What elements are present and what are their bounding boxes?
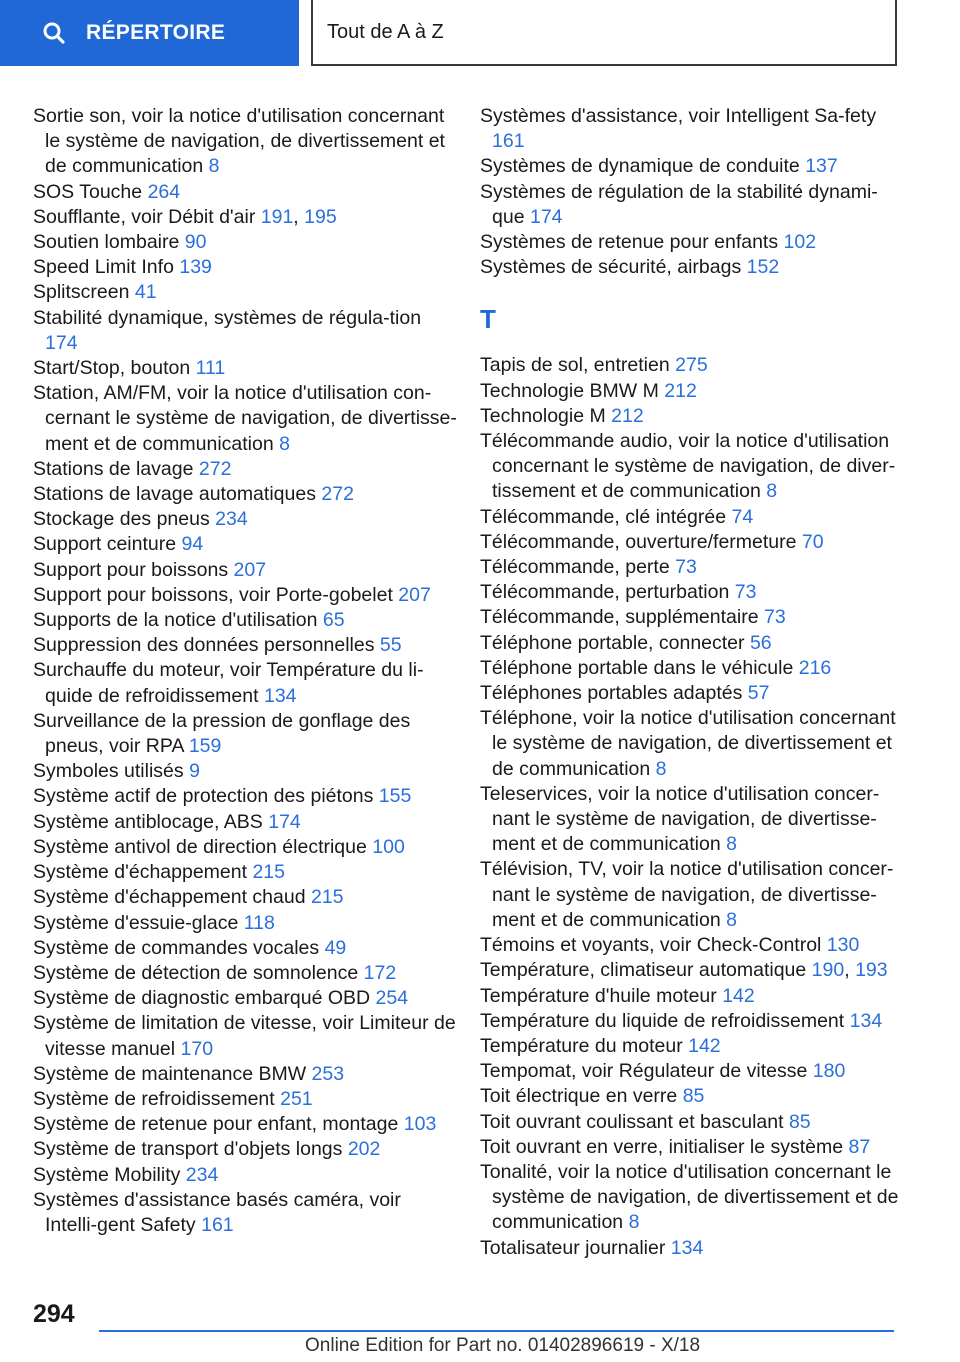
entry-text: Stations de lavage automatiques (33, 483, 316, 506)
index-entry (33, 835, 458, 860)
index-entry (33, 507, 458, 532)
page-link[interactable]: 8 (279, 432, 290, 455)
index-entry (33, 230, 458, 255)
index-entry (480, 555, 905, 580)
entry-text: Système antiblocage, ABS (33, 810, 263, 833)
entry-text: Téléphone portable dans le véhicule (480, 656, 794, 679)
entry-text: Système de retenue pour enfant, montage (33, 1113, 399, 1136)
index-entry (33, 658, 458, 708)
page-link[interactable]: 102 (783, 231, 817, 254)
page-link[interactable]: 8 (726, 908, 737, 931)
page-number: 294 (33, 1300, 75, 1328)
entry-text: Télécommande audio, voir la notice d'utilisation concernant le système de navigation, de diver-tissement et de communication (480, 430, 896, 503)
entry-text: Stabilité dynamique, systèmes de régula-tion (33, 306, 422, 329)
page-link[interactable]: 212 (664, 379, 697, 402)
entry-text: Teleservices, voir la notice d'utilisation concer-nant le système de navigation, de divertisse-ment et de communication (480, 782, 880, 856)
entry-text: Surveillance de la pression de gonflage des pneus, voir RPA (33, 709, 411, 758)
page-link[interactable]: 8 (655, 757, 667, 780)
page-link[interactable]: 207 (398, 583, 431, 606)
entry-text: Symboles utilisés (33, 760, 184, 783)
footer-divider (99, 1330, 894, 1332)
page-link[interactable]: 253 (311, 1062, 345, 1085)
entry-text: Support pour boissons, voir Porte-gobelet (33, 583, 393, 606)
page-link[interactable]: 272 (198, 457, 232, 480)
page-link[interactable]: 139 (179, 256, 212, 279)
index-entry (480, 255, 905, 280)
entry-text: Tonalité, voir la notice d'utilisation concernant le système de navigation, de divertissement et de communication (480, 1160, 899, 1234)
entry-text: Surchauffe du moteur, voir Température du li-quide de refroidissement (33, 659, 424, 707)
index-entry (33, 180, 458, 205)
index-entry (33, 1087, 458, 1112)
page-link[interactable]: 180 (812, 1060, 846, 1083)
index-group-s-continued (480, 104, 905, 280)
entry-text: Système de transport d'objets longs (33, 1138, 343, 1161)
index-entry (33, 986, 458, 1011)
page-link[interactable]: 57 (747, 682, 770, 705)
index-entry (33, 1188, 458, 1238)
page-link[interactable]: 49 (324, 936, 347, 959)
footer-edition: Online Edition for Part no. 01402896619 - X/18 (305, 1335, 701, 1356)
index-entry (480, 429, 905, 505)
index-entry (33, 709, 458, 759)
page-link[interactable]: 73 (675, 556, 697, 579)
page-link[interactable]: 174 (529, 205, 563, 228)
page-link[interactable]: 142 (722, 984, 755, 1007)
entry-text: Totalisateur journalier (480, 1236, 666, 1259)
index-entry (480, 933, 905, 958)
entry-text: Téléphone portable, connecter (480, 631, 745, 654)
page-link[interactable]: 73 (734, 581, 757, 604)
entry-text: Télévision, TV, voir la notice d'utilisation concer-nant le système de navigation, de divertisse-ment et de communication (480, 858, 894, 931)
page-link[interactable]: 264 (147, 180, 181, 203)
index-entry (33, 482, 458, 507)
entry-text: Stations de lavage (33, 457, 194, 480)
entry-text: Système de refroidissement (33, 1087, 275, 1110)
entry-text: Témoins et voyants, voir Check-Control (480, 934, 822, 957)
index-entry (33, 381, 458, 457)
index-entry (480, 505, 905, 530)
index-entry (33, 1163, 458, 1188)
entry-text: Température du moteur (480, 1034, 683, 1057)
index-entry (33, 759, 458, 784)
page-link[interactable]: 191 (260, 205, 294, 228)
page-link[interactable]: 103 (403, 1113, 437, 1136)
page-link[interactable]: 216 (798, 656, 832, 679)
index-entry (480, 530, 905, 555)
entry-text: Tempomat, voir Régulateur de vitesse (480, 1060, 808, 1083)
search-icon (42, 21, 66, 45)
index-entry (480, 1236, 905, 1261)
entry-text: Soufflante, voir Débit d'air (33, 205, 256, 228)
index-entry (480, 631, 905, 656)
entry-text: Soutien lombaire (33, 231, 180, 254)
index-column-right (480, 104, 905, 1261)
entry-text: Support pour boissons (33, 558, 229, 581)
index-entry (480, 104, 905, 154)
entry-text: Système d'essuie-glace (33, 911, 239, 934)
page-link[interactable]: 85 (788, 1110, 811, 1133)
page-link[interactable]: 90 (184, 231, 207, 254)
index-entry (480, 782, 905, 858)
entry-text: Systèmes de sécurité, airbags (480, 256, 742, 279)
entry-text: Systèmes de retenue pour enfants (480, 231, 779, 254)
index-entry (480, 681, 905, 706)
entry-text: Téléphone, voir la notice d'utilisation concernant le système de navigation, de divertissement et de communication (480, 707, 896, 780)
index-entry (33, 961, 458, 986)
entry-text: Système de diagnostic embarqué OBD (33, 987, 371, 1010)
entry-text: Splitscreen (33, 281, 130, 304)
page-link[interactable]: 74 (731, 505, 754, 528)
page-link[interactable]: 142 (688, 1034, 721, 1057)
index-entry (33, 255, 458, 280)
index-entry: Température, climatiseur automatique 190, 193 (480, 959, 888, 982)
a-to-z-tab-label: Tout de A à Z (327, 20, 444, 43)
page-link[interactable]: 152 (746, 256, 780, 279)
entry-text: Téléphones portables adaptés (480, 682, 743, 705)
page-link[interactable]: 174 (45, 331, 78, 354)
index-entry (480, 180, 905, 230)
entry-text: Système d'échappement chaud (33, 886, 306, 909)
index-entry (33, 104, 458, 180)
page-link[interactable]: 73 (763, 606, 786, 629)
entry-text: Tapis de sol, entretien (480, 354, 670, 377)
index-entry (33, 860, 458, 885)
index-entry (33, 1062, 458, 1087)
index-entry (33, 936, 458, 961)
index-entry (33, 608, 458, 633)
entry-text: Système de maintenance BMW (33, 1062, 307, 1085)
index-entry (33, 885, 458, 910)
index-entry (480, 580, 905, 605)
index-entry (480, 1110, 905, 1135)
entry-text: Technologie M (480, 404, 606, 427)
directory-tab-label: RÉPERTOIRE (86, 21, 226, 44)
page-link[interactable]: 111 (195, 357, 226, 380)
page-link[interactable]: 130 (826, 934, 860, 957)
page-link[interactable]: 56 (749, 631, 772, 654)
entry-text: Systèmes d'assistance basés caméra, voir Intelli-gent Safety (33, 1188, 401, 1236)
entry-text: Supports de la notice d'utilisation (33, 609, 318, 632)
entry-text: Température du liquide de refroidissement (480, 1009, 845, 1032)
directory-tab[interactable] (0, 0, 299, 66)
index-entry (33, 583, 458, 608)
page-link[interactable]: 161 (492, 130, 525, 153)
page-link[interactable]: 159 (188, 735, 222, 758)
entry-text: Température d'huile moteur (480, 984, 717, 1007)
page-link[interactable]: 215 (252, 861, 285, 884)
entry-text: Système antivol de direction électrique (33, 835, 367, 858)
index-entry (33, 306, 458, 356)
page-link[interactable]: 155 (378, 785, 412, 808)
entry-text: Systèmes de régulation de la stabilité dynami-que (480, 180, 878, 228)
index-entry (480, 1160, 905, 1236)
index-entry (33, 1137, 458, 1162)
entry-text: Système de détection de somnolence (33, 961, 359, 984)
index-entry (480, 656, 905, 681)
index-entry (480, 605, 905, 630)
index-entry (480, 1009, 905, 1034)
entry-text: Stockage des pneus (33, 508, 210, 531)
page-link[interactable]: 41 (134, 281, 157, 304)
index-entry (33, 532, 458, 557)
index-entry: Soufflante, voir Débit d'air 191, 195 (33, 205, 337, 228)
entry-text: Speed Limit Info (33, 256, 174, 279)
index-group-t (480, 353, 905, 1260)
page-link[interactable]: 134 (263, 684, 297, 707)
page-link[interactable]: 134 (670, 1236, 704, 1259)
page-link[interactable]: 85 (682, 1085, 705, 1108)
index-entry (33, 911, 458, 936)
page-link[interactable]: 118 (243, 911, 275, 934)
page-link[interactable]: 174 (268, 810, 301, 833)
a-to-z-tab[interactable] (311, 0, 897, 66)
page-link[interactable]: 8 (726, 833, 737, 856)
page-link[interactable]: 251 (280, 1087, 313, 1110)
page-link[interactable]: 87 (848, 1135, 871, 1158)
index-entry (480, 1059, 905, 1084)
entry-text: Support ceinture (33, 533, 177, 556)
entry-text: Température, climatiseur automatique (480, 959, 807, 982)
page-link[interactable]: 8 (628, 1211, 640, 1234)
index-column-left (33, 104, 458, 1238)
index-entry (33, 1011, 458, 1061)
index-entry (33, 280, 458, 305)
page-link[interactable]: 212 (611, 404, 644, 427)
entry-text: Télécommande, perturbation (480, 581, 730, 604)
entry-text: Télécommande, supplémentaire (480, 606, 759, 629)
entry-text: Système actif de protection des piétons (33, 785, 374, 808)
entry-text: Toit électrique en verre (480, 1085, 678, 1108)
index-entry (33, 558, 458, 583)
index-entry (33, 784, 458, 809)
entry-text: Système Mobility (33, 1163, 181, 1186)
page-link[interactable]: 65 (322, 609, 345, 632)
page-link[interactable]: 234 (215, 508, 248, 531)
page-link[interactable]: 55 (379, 634, 402, 657)
page-link[interactable]: 193 (855, 959, 888, 982)
index-entry (33, 633, 458, 658)
index-entry (33, 356, 458, 381)
page-link[interactable]: 8 (208, 155, 220, 178)
entry-text: SOS Touche (33, 180, 143, 203)
index-entry (480, 353, 905, 378)
entry-text: Start/Stop, bouton (33, 357, 191, 380)
entry-text: Système d'échappement (33, 861, 248, 884)
page-link[interactable]: 161 (201, 1213, 234, 1236)
page-link[interactable]: 272 (321, 483, 354, 506)
entry-text: Toit ouvrant en verre, initialiser le système (480, 1135, 844, 1158)
page-link[interactable]: 9 (189, 760, 200, 783)
header-bar (0, 0, 960, 66)
entry-text: Télécommande, perte (480, 556, 670, 579)
entry-text: Télécommande, ouverture/fermeture (480, 530, 797, 553)
index-entry (480, 379, 905, 404)
section-letter: T (480, 304, 496, 335)
page-link[interactable]: 202 (347, 1138, 381, 1161)
page-link[interactable]: 94 (181, 533, 204, 556)
index-entry (480, 404, 905, 429)
page-link[interactable]: 215 (310, 886, 344, 909)
index-entry (480, 154, 905, 179)
page-link[interactable]: 195 (304, 205, 337, 228)
page-link[interactable]: 172 (363, 961, 397, 984)
index-entry (33, 1112, 458, 1137)
entry-text: Sortie son, voir la notice d'utilisation concernant le système de navigation, de divertissement et de communication (33, 105, 445, 178)
page-link[interactable]: 190 (811, 959, 845, 982)
index-entry (33, 457, 458, 482)
page-link[interactable]: 275 (675, 354, 708, 377)
index-entry (480, 1034, 905, 1059)
page-link[interactable]: 70 (801, 530, 824, 553)
entry-text: Systèmes de dynamique de conduite (480, 155, 800, 178)
page-link[interactable]: 170 (180, 1037, 214, 1060)
index-entry (480, 1084, 905, 1109)
entry-text: Suppression des données personnelles (33, 634, 375, 657)
entry-text: Système de commandes vocales (33, 936, 320, 959)
index-entry (480, 230, 905, 255)
entry-text: Technologie BMW M (480, 379, 659, 402)
page-link[interactable]: 134 (849, 1009, 883, 1032)
index-entry (480, 857, 905, 933)
entry-text: Toit ouvrant coulissant et basculant (480, 1110, 784, 1133)
page-link[interactable]: 254 (375, 987, 409, 1010)
index-entry (480, 1135, 905, 1160)
index-entry (480, 706, 905, 782)
page-link[interactable]: 100 (372, 835, 405, 858)
page-link[interactable]: 207 (233, 558, 267, 581)
index-entry (480, 984, 905, 1009)
page-link[interactable]: 137 (805, 155, 838, 178)
page-link[interactable]: 8 (766, 480, 778, 503)
entry-text: Télécommande, clé intégrée (480, 505, 727, 528)
entry-text: Systèmes d'assistance, voir Intelligent Sa-fety (480, 105, 877, 127)
entry-text: Station, AM/FM, voir la notice d'utilisation con-cernant le système de navigation, de divertisse-ment et de communication (33, 382, 457, 455)
entry-text: Système de limitation de vitesse, voir Limiteur de vitesse manuel (33, 1012, 456, 1060)
index-entry (33, 810, 458, 835)
page-link[interactable]: 234 (185, 1163, 219, 1186)
